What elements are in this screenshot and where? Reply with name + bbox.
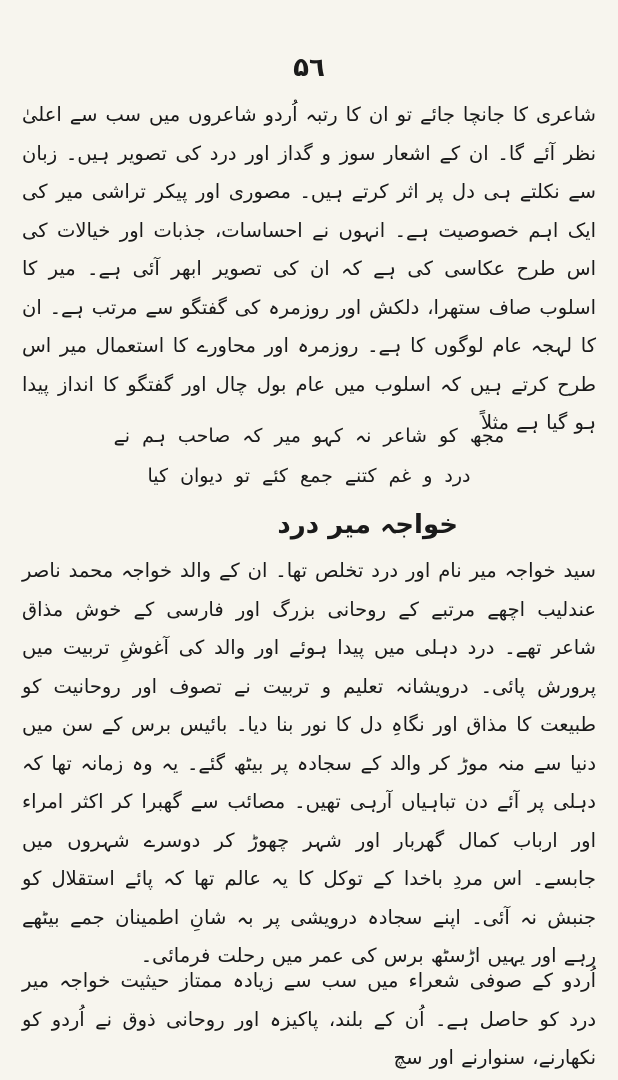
section-heading-khwaja-meer-dard: خواجہ میر درد [277,510,458,540]
paragraph-meer-style: شاعری کا جانچا جائے تو ان کا رتبہ اُردو شاعروں میں سب سے اعلیٰ نظر آئے گا۔ ان کے اشعار سوز و گداز اور درد کی تصویر ہیں۔ زبان سے نکلتے ہی دل پر اثر کرتے ہیں۔ مصوری اور پیکر تراشی میر کی ایک اہم خصوصیت ہے۔ انہوں نے احساسات، جذبات اور خیالات کی اس طرح عکاسی کی ہے کہ ان کی تصویر ابھر آئی ہے۔ میر کا اسلوب صاف ستھرا، دلکش اور روزمرہ کی گفتگو سے مرتب ہے۔ ان کا لہجہ عام لوگوں کا ہے۔ روزمرہ اور محاورے کا استعمال میر اس طرح کرتے ہیں کہ اسلوب میں عام بول چال اور گفتگو کا انداز پیدا ہو گیا ہے مثلاً [22,103,596,434]
paragraph-sufi-poets: اُردو کے صوفی شعراء میں سب سے زیادہ ممتاز حیثیت خواجہ میر درد کو حاصل ہے۔ اُن کے بلند، پاکیزہ اور روحانی ذوق نے اُردو کو نکھارنے، سنوارنے اور سچ [22,969,596,1069]
verse-line-2: درد و غم کتنے جمع کئے تو دیوان کیا [147,465,471,487]
page-number: ۵٦ [293,53,325,83]
paragraph-dard-biography: سید خواجہ میر نام اور درد تخلص تھا۔ ان کے والد خواجہ محمد ناصر عندلیب اچھے مرتبے کے روحانی بزرگ اور فارسی کے خوش مذاق شاعر تھے۔ درد دہلی میں پیدا ہوئے اور والد کی آغوشِ تربیت میں پرورش پائی۔ درویشانہ تعلیم و تربیت نے تصوف اور روحانیت کو طبیعت کا مذاق اور نگاہِ دل کا نور بنا دیا۔ بائیس برس کے سن میں دنیا سے منہ موڑ کر والد کے سجادہ پر بیٹھ گئے۔ یہ وہ زمانہ تھا کہ دہلی پر آئے دن تباہیاں آرہی تھیں۔ مصائب سے گھبرا کر اکثر امراء اور ارباب کمال گھربار اور شہر چھوڑ کر دوسرے شہروں میں جابسے۔ اس مردِ باخدا کے توکل کا یہ عالم تھا کہ پائے استقلال کو جنبش نہ آئی۔ اپنے سجادہ درویشی پر بہ شانِ اطمینان جمے بیٹھے رہے اور یہیں اڑسٹھ برس کی عمر میں رحلت فرمائی۔ [22,559,596,967]
verse-line-1: مجھ کو شاعر نہ کہو میر کہ صاحب ہم نے [113,425,505,447]
